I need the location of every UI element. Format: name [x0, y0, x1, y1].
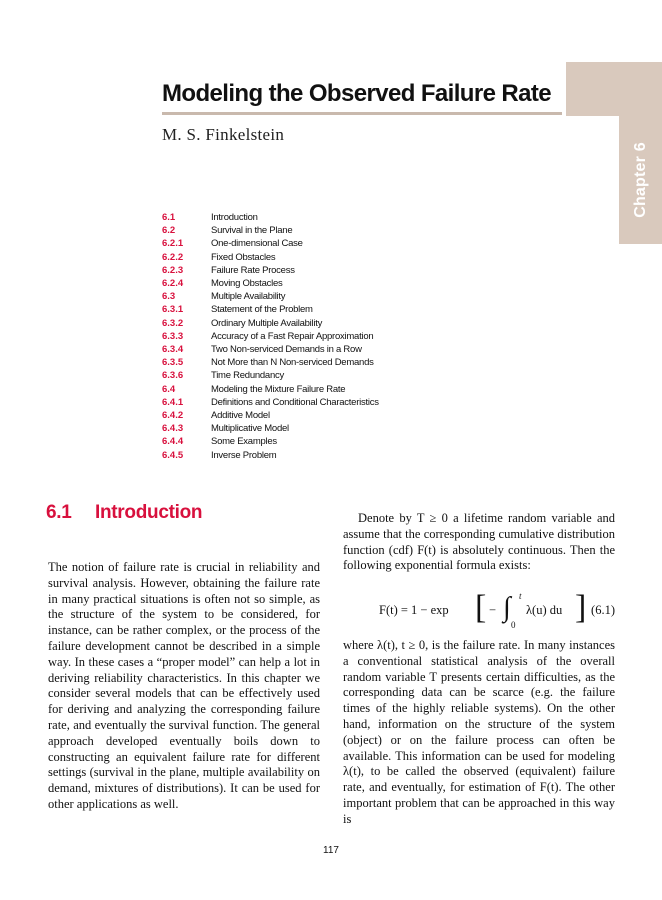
toc-entry[interactable] [162, 277, 379, 290]
toc-entry[interactable] [162, 343, 379, 356]
toc-title: Multiplicative Model [211, 423, 289, 435]
toc-title: Survival in the Plane [211, 225, 293, 237]
chapter-title: Modeling the Observed Failure Rate [162, 80, 552, 107]
toc-number: 6.1 [162, 212, 176, 223]
toc-entry[interactable] [162, 251, 379, 264]
chapter-tab [619, 116, 662, 244]
section-heading [46, 502, 202, 524]
toc-number: 6.2.3 [162, 264, 184, 276]
minus-sign: − [489, 603, 497, 617]
toc-number: 6.3.1 [162, 304, 184, 316]
toc-title: Moving Obstacles [211, 278, 283, 290]
toc-number: 6.3.3 [162, 330, 184, 342]
toc-entry[interactable] [162, 449, 379, 462]
failure-rate-paragraph: where λ(t), t ≥ 0, is the failure rate. In many instances a conventional statistical analysis of the overall random variable T presents certain difficulties, as the corresponding data can be scarce (e.g. the failure times of the highly reliable systems). On the other hand, information on the structure of the system (object) or on the failure process can often be available. This information can be used for modeling λ(t), to be called the observed (equivalent) failure rate, and eventually, for estimation of F(t). The other important problem that can be approached in this way is [343, 638, 615, 826]
toc-entry[interactable] [162, 396, 379, 409]
toc-entry[interactable] [162, 290, 379, 303]
toc-entry[interactable] [162, 356, 379, 369]
toc-title: Not More than N Non-serviced Demands [211, 357, 374, 369]
chapter-label: Chapter 6 [631, 142, 649, 218]
toc-title: Modeling the Mixture Failure Rate [211, 383, 346, 395]
toc-title: Ordinary Multiple Availability [211, 317, 323, 329]
toc-entry[interactable] [162, 422, 379, 435]
integral-sign: ∫ [503, 592, 511, 623]
toc-number: 6.2.1 [162, 238, 184, 250]
integral-upper-limit: t [519, 591, 522, 601]
toc-number: 6.4.1 [162, 396, 184, 408]
toc-entry[interactable] [162, 211, 379, 224]
integral-lower-limit: 0 [511, 620, 516, 630]
toc-title: Two Non-serviced Demands in a Row [211, 344, 362, 356]
equation-number: (6.1) [591, 603, 615, 617]
right-bracket: ] [575, 589, 587, 626]
definition-paragraph: Denote by T ≥ 0 a lifetime random variable and assume that the corresponding cumulative distribution function (cdf) F(t) is absolutely continuous. Then the following exponential formula exists: [343, 511, 615, 573]
title-underline [162, 112, 562, 115]
toc-number: 6.3.6 [162, 370, 184, 382]
toc-title: Multiple Availability [211, 291, 286, 303]
author-name: M. S. Finkelstein [162, 125, 285, 144]
toc-number: 6.3 [162, 291, 176, 303]
toc-title: One-dimensional Case [211, 238, 303, 250]
equation-6-1 [343, 591, 615, 633]
toc-entry[interactable] [162, 409, 379, 422]
toc-title: Accuracy of a Fast Repair Approximation [211, 330, 374, 342]
toc-number: 6.3.2 [162, 317, 184, 329]
table-of-contents [162, 211, 379, 462]
toc-title: Failure Rate Process [211, 264, 295, 276]
toc-number: 6.4 [162, 383, 176, 395]
section-number: 6.1 [46, 502, 72, 523]
toc-title: Definitions and Conditional Characteristics [211, 396, 379, 408]
toc-number: 6.4.5 [162, 449, 184, 461]
intro-paragraph: The notion of failure rate is crucial in reliability and survival analysis. However, obtaining the failure rate in many practical situations is often not so simple, as the structure of the system to be considered, for instance, can be rather complex, or the process of the failure development cannot be described in a simple way. In these cases a “proper model” can help a lot in deriving reliability characteristics. In this chapter we consider several models that can be effectively used for deriving and analyzing the corresponding failure rate, and eventually the survival function. The general approach developed eventually boils down to constructing an equivalent failure rate for different settings (survival in the plane, multiple availability on demand, mixtures of distributions). It can be used for other applications as well. [48, 560, 320, 811]
toc-entry[interactable] [162, 330, 379, 343]
toc-title: Time Redundancy [211, 370, 284, 382]
toc-number: 6.3.5 [162, 357, 184, 369]
integrand: λ(u) du [526, 603, 563, 617]
toc-entry[interactable] [162, 303, 379, 316]
equation-lhs: F(t) = 1 − exp [379, 603, 449, 617]
toc-title: Some Examples [211, 436, 277, 448]
left-bracket: [ [475, 589, 487, 626]
toc-title: Introduction [211, 212, 258, 223]
toc-entry[interactable] [162, 224, 379, 237]
toc-number: 6.2.4 [162, 278, 184, 290]
toc-title: Additive Model [211, 410, 270, 422]
section-title: Introduction [95, 502, 203, 523]
toc-entry[interactable] [162, 369, 379, 382]
toc-entry[interactable] [162, 264, 379, 277]
toc-number: 6.2.2 [162, 251, 184, 263]
toc-number: 6.3.4 [162, 344, 184, 356]
toc-number: 6.4.2 [162, 410, 184, 422]
toc-number: 6.4.3 [162, 423, 184, 435]
toc-title: Fixed Obstacles [211, 251, 276, 263]
toc-number: 6.4.4 [162, 436, 184, 448]
toc-entry[interactable] [162, 435, 379, 448]
toc-title: Inverse Problem [211, 449, 277, 461]
chapter-tab-block [566, 62, 662, 116]
page-number: 117 [323, 845, 339, 856]
toc-number: 6.2 [162, 225, 176, 237]
toc-title: Statement of the Problem [211, 304, 313, 316]
toc-entry[interactable] [162, 317, 379, 330]
toc-entry[interactable] [162, 383, 379, 396]
toc-entry[interactable] [162, 237, 379, 250]
